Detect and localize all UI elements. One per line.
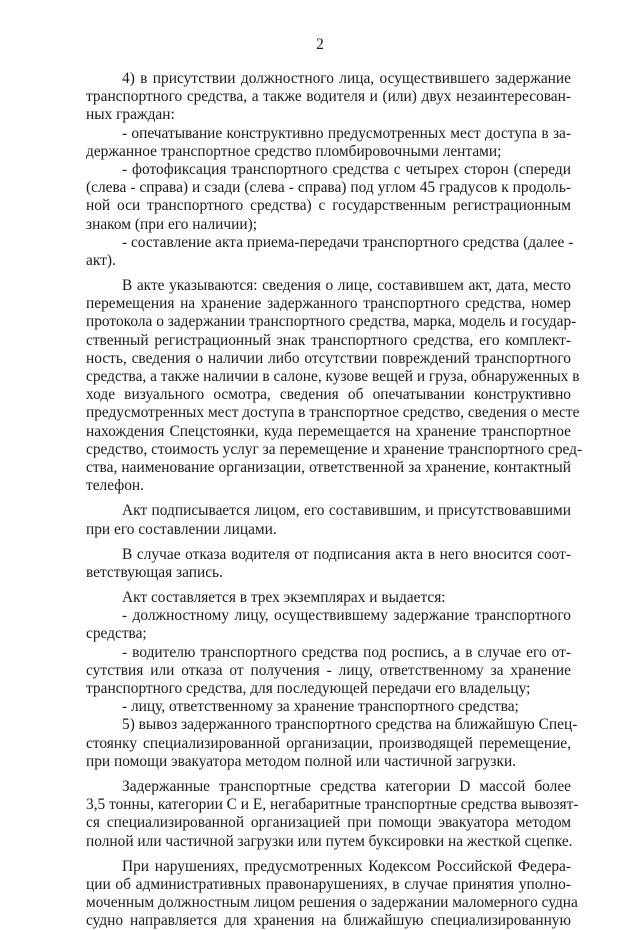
text-line: ность, сведения о наличии либо отсутствии повреждений транспортного — [86, 349, 571, 367]
text-line: акт). — [86, 251, 116, 269]
text-line: ся специализированной организацией при помощи эвакуатора методом — [86, 814, 571, 832]
text-line: 4) в присутствии должностного лица, осуществившего задержание — [122, 70, 571, 87]
text-line: 5) вывоз задержанного транспортного средства на ближайшую Спец- — [122, 716, 578, 734]
text-line: ной оси транспортного средства) с государственным регистрационным — [86, 197, 571, 215]
text-line: - опечатывание конструктивно предусмотренных мест доступа в за- — [122, 124, 571, 142]
text-line: нахождения Спецстоянки, куда перемещается на хранение транспортное — [86, 422, 571, 440]
text-line: - должностному лицу, осуществившему задержание транспортного — [122, 607, 571, 625]
text-line: Задержанные транспортные средства категории D массой более — [122, 777, 571, 795]
text-line: средство, стоимость услуг за перемещение и хранение транспортного сред- — [86, 440, 583, 458]
text-line: Акт составляется в трех экземплярах и выдается: — [122, 589, 446, 607]
text-line: при его составлении лицами. — [86, 520, 277, 538]
text-line: - составление акта приема-передачи транспортного средства (далее - — [122, 233, 574, 251]
text-line: В акте указываются: сведения о лице, составившем акт, дата, место — [122, 277, 571, 295]
text-line: 3,5 тонны, категории C и E, негабаритные транспортные средства вывозят- — [86, 796, 579, 814]
text-line: держанное транспортное средство пломбировочными лентами; — [86, 142, 502, 160]
text-line: перемещения на хранение задержанного транспортного средства, номер — [86, 295, 571, 313]
text-line: средства; — [86, 625, 147, 643]
text-line: транспортного средства, а также водителя и (или) двух незаинтересован- — [86, 88, 571, 106]
text-line: ных граждан: — [86, 106, 175, 124]
text-line: сутствия или отказа от получения - лицу, ответственному за хранение — [86, 661, 571, 679]
text-line: судно направляется для хранения на ближайшую специализированную — [86, 912, 571, 930]
text-line: Акт подписывается лицом, его составившим, и присутствовавшими — [122, 502, 571, 520]
text-line: ственный регистрационный знак транспортного средства, его комплект- — [86, 331, 571, 349]
text-line: - лицу, ответственному за хранение транспортного средства; — [122, 698, 519, 716]
text-line: полной или частичной загрузки или путем буксировки на жесткой сцепке. — [86, 832, 573, 850]
text-line: моченным должностным лицом решения о задержании маломерного судна — [86, 894, 578, 912]
body-text — [86, 70, 583, 930]
text-line: ходе визуального осмотра, сведения об опечатывании конструктивно — [86, 386, 571, 404]
text-line: - фотофиксация транспортного средства с четырех сторон (спереди — [122, 160, 571, 178]
text-line: ства, наименование организации, ответственной за хранение, контактный — [86, 458, 571, 476]
text-line: (слева - справа) и сзади (слева - справа) под углом 45 градусов к продоль- — [86, 179, 571, 197]
text-line: при помощи эвакуатора методом полной или частичной загрузки. — [86, 752, 517, 770]
text-line: - водителю транспортного средства под роспись, а в случае его от- — [122, 643, 571, 661]
text-line: ции об административных правонарушениях, в случае принятия уполно- — [86, 875, 571, 893]
text-line: ветствующая запись. — [86, 563, 223, 581]
text-line: протокола о задержании транспортного средства, марка, модель и государ- — [86, 313, 577, 331]
text-line: В случае отказа водителя от подписания акта в него вносится соот- — [122, 545, 571, 563]
text-line: стоянку специализированной организации, производящей перемещение, — [86, 734, 571, 752]
text-line: средства, а также наличии в салоне, кузове вещей и груза, обнаруженных в — [86, 368, 580, 385]
text-line: При нарушениях, предусмотренных Кодексом Российской Федера- — [122, 857, 571, 875]
text-line: предусмотренных мест доступа в транспортное средство, сведения о месте — [86, 404, 580, 422]
page-number: 2 — [316, 36, 324, 53]
text-line: телефон. — [86, 477, 145, 495]
text-line: знаком (при его наличии); — [86, 215, 258, 233]
text-line: транспортного средства, для последующей передачи его владельцу; — [86, 680, 531, 697]
